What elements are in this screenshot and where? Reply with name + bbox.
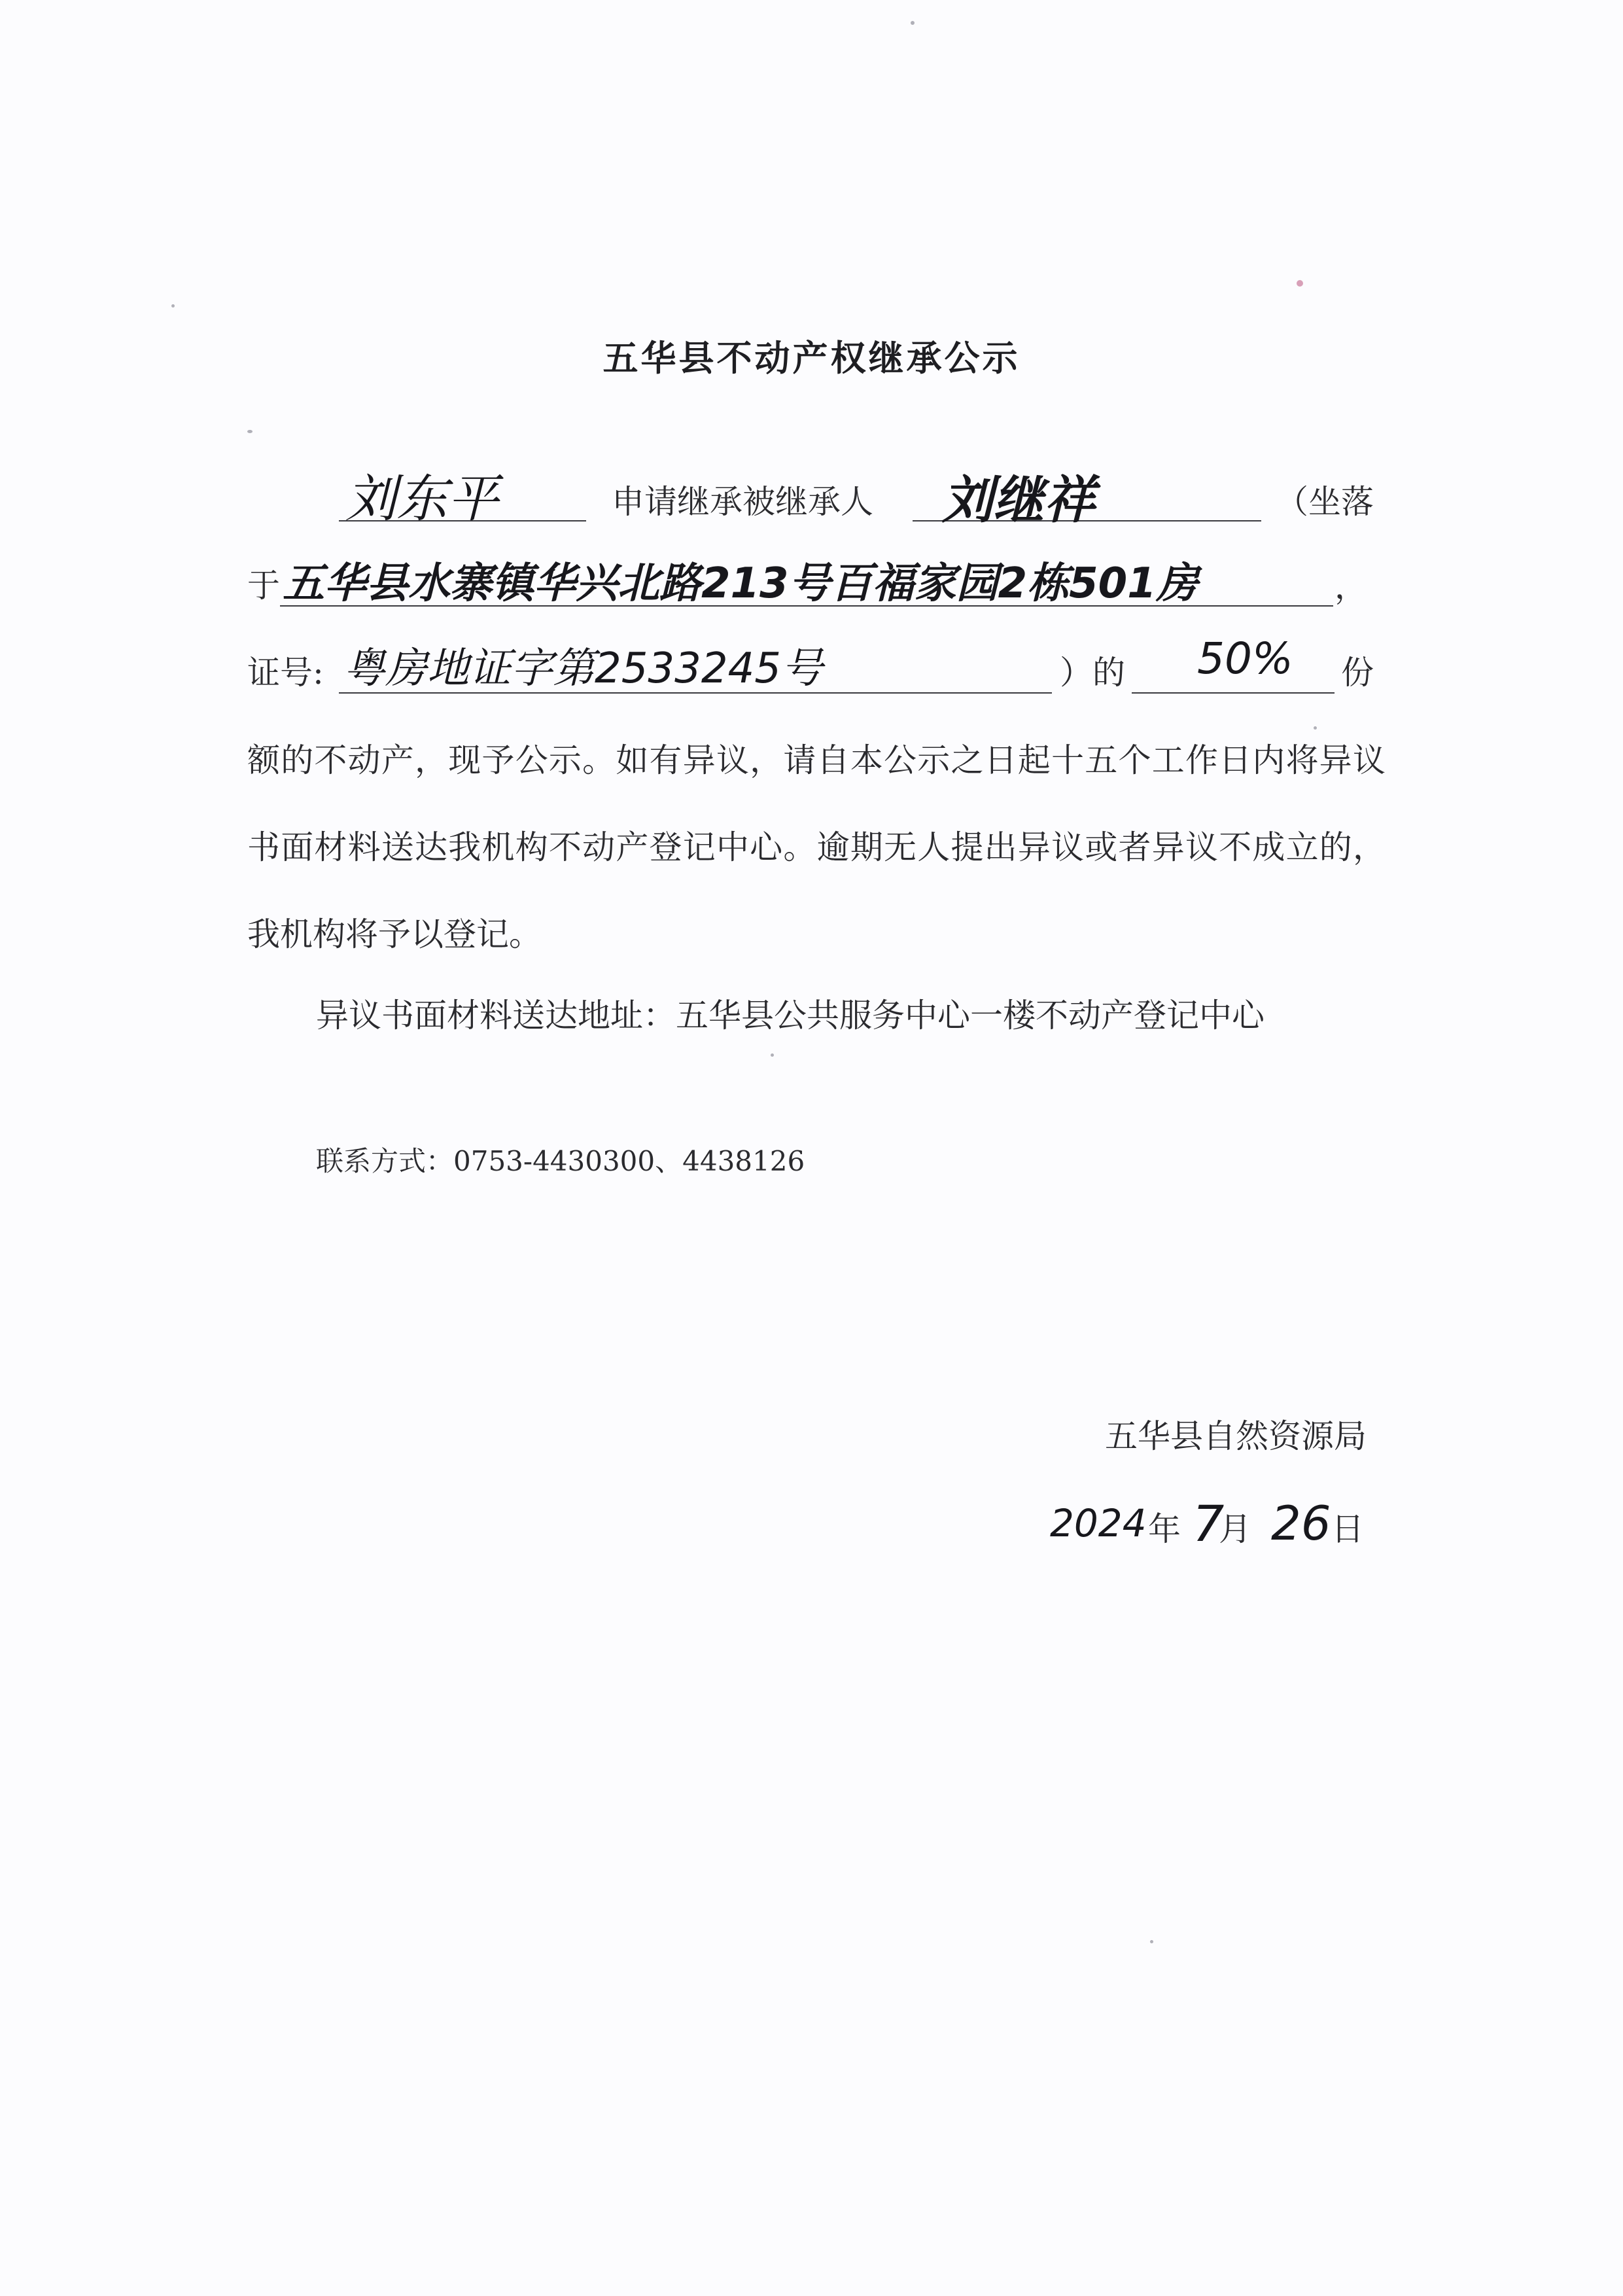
date-year-handwritten: 2024 — [1050, 1501, 1147, 1545]
date-day-label: 日 — [1331, 1510, 1364, 1548]
date-month-handwritten: 7 — [1193, 1494, 1225, 1553]
comma-text: ， — [1335, 568, 1367, 606]
at-text: 于 — [247, 567, 280, 605]
scan-speck — [911, 21, 915, 25]
share-text: 份 — [1341, 654, 1374, 692]
scan-speck — [1150, 1940, 1153, 1943]
scan-speck — [1314, 726, 1317, 730]
contact-info: 联系方式：0753-4430300、4438126 — [316, 1145, 805, 1177]
applicant-handwritten: 刘东平 — [345, 470, 499, 529]
decedent-handwritten: 刘继祥 — [942, 471, 1096, 530]
scan-speck — [771, 1053, 774, 1057]
date-day-handwritten: 26 — [1271, 1496, 1331, 1551]
date-month-label: 月 — [1219, 1510, 1251, 1548]
cert-label-text: 证号: — [247, 654, 324, 692]
body-paragraph: 额的不动产，现予公示。如有异议，请自本公示之日起十五个工作日内将异议书面材料送达我机构不动产登记中心。逾期无人提出异议或者异议不成立的，我机构将予以登记。 — [247, 741, 1386, 953]
date-year-label: 年 — [1148, 1510, 1181, 1548]
address-handwritten: 五华县水寨镇华兴北路213号百福家园2栋501房 — [283, 559, 1198, 608]
document-title: 五华县不动产权继承公示 — [602, 338, 1021, 379]
apply-text: 申请继承被继承人 — [612, 483, 873, 521]
issuing-authority: 五华县自然资源局 — [1105, 1417, 1367, 1455]
location-open-text: （坐落 — [1276, 483, 1374, 521]
share-handwritten: 50% — [1197, 633, 1293, 684]
objection-address-paragraph: 异议书面材料送达地址：五华县公共服务中心一楼不动产登记中心 — [316, 997, 1265, 1034]
issue-date — [1050, 1494, 1377, 1557]
cert-handwritten: 粤房地证字第2533245号 — [343, 645, 824, 693]
scan-speck — [1297, 280, 1303, 287]
scan-speck — [247, 430, 253, 433]
scan-speck — [171, 304, 175, 308]
of-text: ）的 — [1060, 654, 1125, 692]
